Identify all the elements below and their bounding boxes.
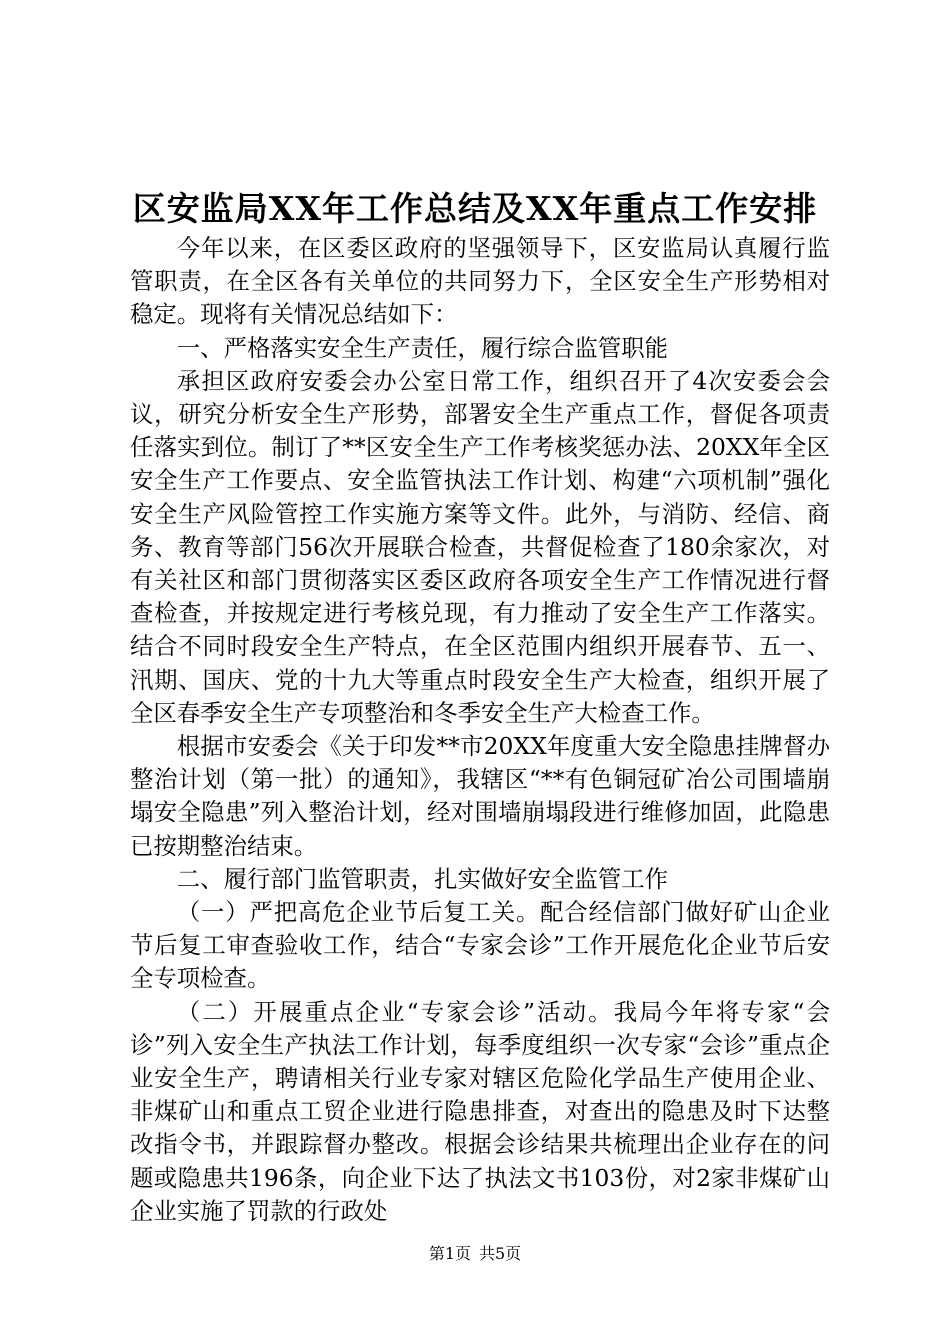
intro-paragraph: 今年以来，在区委区政府的坚强领导下，区安监局认真履行监管职责，在全区各有关单位的共同努力下，全区安全生产形势相对稳定。现将有关情况总结如下：: [130, 234, 830, 329]
subsection-paragraph-1: （一）严把高危企业节后复工关。配合经信部门做好矿山企业节后复工审查验收工作，结合“专家会诊”工作开展危化企业节后安全专项检查。: [130, 898, 830, 993]
document-title: 区安监局XX年工作总结及XX年重点工作安排: [132, 189, 818, 228]
page-footer: [0, 1243, 950, 1265]
subsection-paragraph-2: （二）开展重点企业“专家会诊”活动。我局今年将专家“会诊”列入安全生产执法工作计划，每季度组织一次专家“会诊”重点企业安全生产，聘请相关行业专家对辖区危险化学品生产使用企业、非煤矿山和重点工贸企业进行隐患排查，对查出的隐患及时下达整改指令书，并跟踪督办整改。根据会诊结果共梳理出企业存在的问题或隐患共196条，向企业下达了执法文书103份，对2家非煤矿山企业实施了罚款的行政处: [130, 997, 830, 1225]
body-paragraph: 承担区政府安委会办公室日常工作，组织召开了4次安委会会议，研究分析安全生产形势，部署安全生产重点工作，督促各项责任落实到位。制订了**区安全生产工作考核奖惩办法、20XX年全区安全生产工作要点、安全监管执法工作计划、构建“六项机制”强化安全生产风险管控工作实施方案等文件。此外，与消防、经信、商务、教育等部门56次开展联合检查，共督促检查了180余家次，对有关社区和部门贯彻落实区委区政府各项安全生产工作情况进行督查检查，并按规定进行考核兑现，有力推动了安全生产工作落实。结合不同时段安全生产特点，在全区范围内组织开展春节、五一、汛期、国庆、党的十九大等重点时段安全生产大检查，组织开展了全区春季安全生产专项整治和冬季安全生产大检查工作。: [130, 366, 830, 727]
page-number: 第1页: [428, 1244, 471, 1263]
document-body: [130, 232, 830, 1228]
page-count: 共5页: [479, 1244, 522, 1263]
section-heading-2: 二、履行部门监管职责，扎实做好安全监管工作: [176, 864, 668, 893]
body-paragraph: 根据市安委会《关于印发**市20XX年度重大安全隐患挂牌督办整治计划（第一批）的通知》，我辖区“**有色铜冠矿冶公司围墙崩塌安全隐患”列入整治计划，经对围墙崩塌段进行维修加固，此隐患已按期整治结束。: [130, 732, 830, 860]
section-heading-1: 一、严格落实安全生产责任，履行综合监管职能: [176, 333, 668, 362]
